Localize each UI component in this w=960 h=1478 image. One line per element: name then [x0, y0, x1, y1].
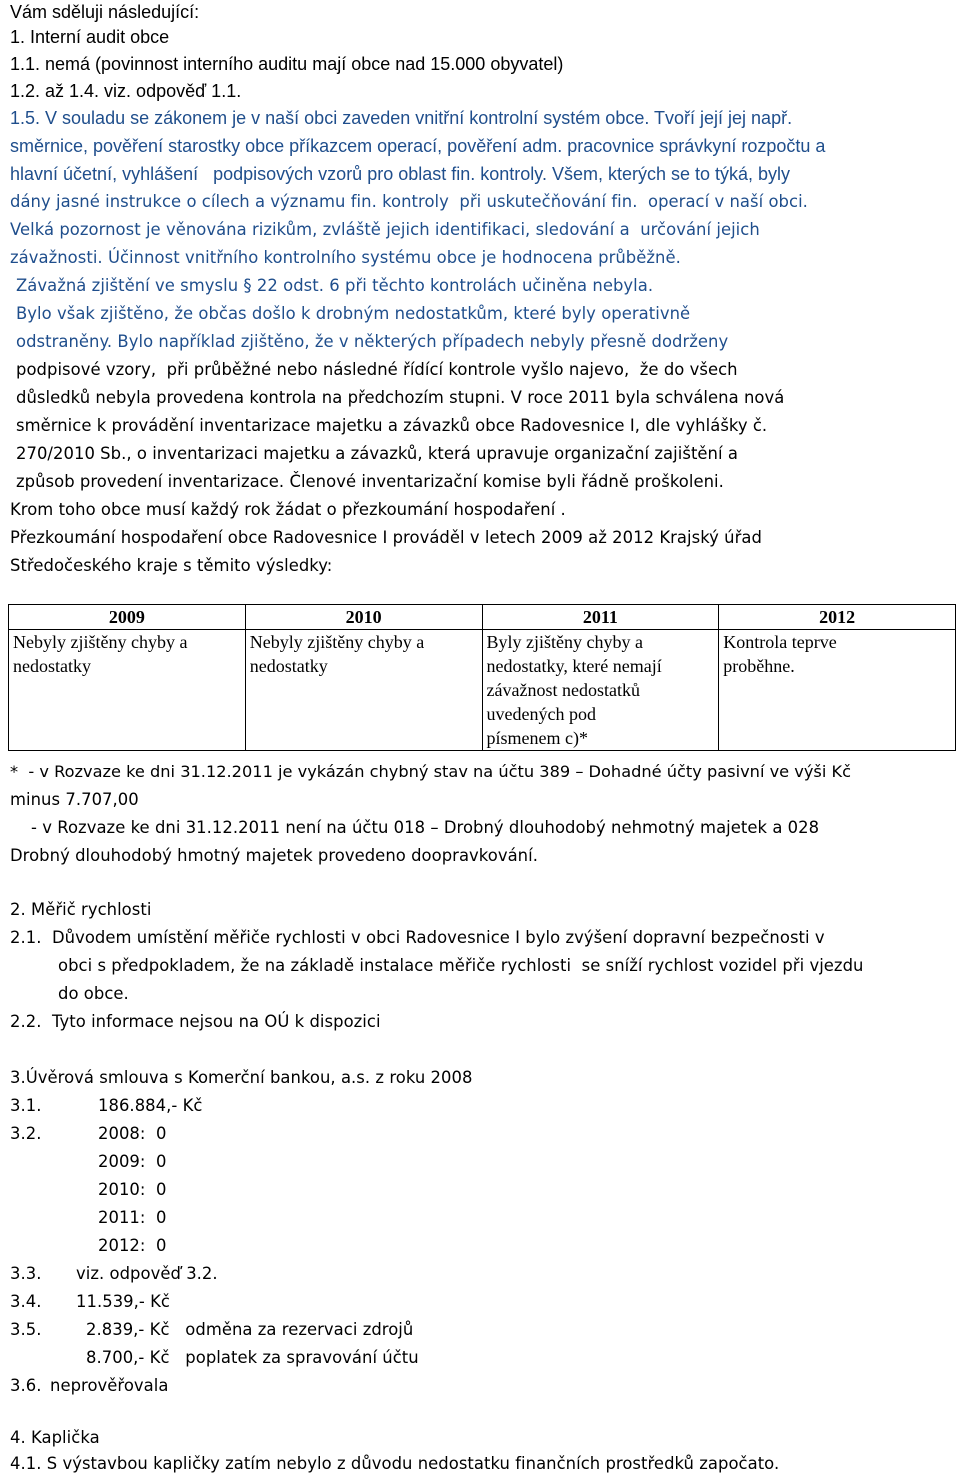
results-table-header: 2009: [9, 605, 246, 630]
section-1-5-line: důsledků nebyla provedena kontrola na předchozím stupni. V roce 2011 byla schválena nová: [16, 388, 785, 407]
section-1-5-line: směrnice, pověření starostky obce příkazcem operací, pověření adm. pracovnice správkyní rozpočtu a: [10, 136, 826, 156]
section-1-5-line: směrnice k provádění inventarizace majetku a závazků obce Radovesnice I, dle vyhlášky č.: [16, 416, 768, 435]
footnote-line: Drobný dlouhodobý hmotný majetek provedeno doopravkování.: [10, 846, 538, 865]
section-1-5-line: Velká pozornost je věnována rizikům, zvláště jejich identifikaci, sledování a určování jejich: [10, 220, 760, 239]
cell-text: nedostatky: [249, 656, 328, 676]
results-table-header: 2011: [482, 605, 719, 630]
cell-text: Byly zjištěny chyby a: [486, 632, 643, 652]
section-3-item-num: 3.5.: [10, 1320, 42, 1339]
section-3-item-text: 8.700,- Kč poplatek za spravování účtu: [86, 1348, 419, 1367]
section-3-item-text: 2.839,- Kč odměna za rezervaci zdrojů: [86, 1320, 414, 1339]
results-table-header: 2012: [719, 605, 956, 630]
results-table-cell-2010: [245, 630, 482, 751]
section-1-5-line: 270/2010 Sb., o inventarizaci majetku a závazků, která upravuje organizační zajištění a: [16, 444, 738, 463]
section-3-item-text: 186.884,- Kč: [98, 1096, 203, 1115]
section-3-item-text: 2008: 0: [98, 1124, 167, 1143]
section-3-item-text: viz. odpověď 3.2.: [76, 1264, 218, 1283]
section-3-heading: 3.Úvěrová smlouva s Komerční bankou, a.s. z roku 2008: [10, 1068, 473, 1087]
results-table-header: 2010: [245, 605, 482, 630]
section-1-5-line: odstraněny. Bylo například zjištěno, že v některých případech nebyly přesně dodrženy: [16, 332, 729, 351]
section-1-5-line: hlavní účetní, vyhlášení podpisových vzorů pro oblast fin. kontroly. Všem, kterých se to týká, byly: [10, 164, 791, 184]
results-table-header-row: [9, 605, 956, 630]
section-3-item-num: 3.3.: [10, 1264, 42, 1283]
footnote-line: - v Rozvaze ke dni 31.12.2011 není na účtu 018 – Drobný dlouhodobý nehmotný majetek a 028: [10, 818, 820, 837]
cell-text: Nebyly zjištěny chyby a: [249, 632, 425, 652]
results-table: [8, 604, 956, 751]
section-3-item-text: 11.539,- Kč: [76, 1292, 170, 1311]
section-1-5-line: podpisové vzory, při průběžné nebo následné řídící kontrole vyšlo najevo, že do všech: [16, 360, 738, 379]
cell-text: písmenem c)*: [486, 728, 588, 748]
section-1-5-line: závažnosti. Účinnost vnitřního kontrolního systému obce je hodnocena průběžně.: [10, 248, 681, 267]
cell-text: závažnost nedostatků: [486, 680, 640, 700]
results-table-row: [9, 630, 956, 751]
cell-text: nedostatky: [13, 656, 91, 676]
results-table-cell-2011: [482, 630, 719, 751]
cell-text: uvedených pod: [486, 704, 596, 724]
section-3-item-num: 3.1.: [10, 1096, 42, 1115]
cell-text: Kontrola teprve: [723, 632, 837, 652]
section-1-5-line: Bylo však zjištěno, že občas došlo k drobným nedostatkům, které byly operativně: [16, 304, 691, 323]
section-3-item-num: 3.6.: [10, 1376, 42, 1395]
footnote-line: * - v Rozvaze ke dni 31.12.2011 je vykázán chybný stav na účtu 389 – Dohadné účty pasivní ve výši Kč: [10, 762, 852, 781]
section-3-item-num: 3.4.: [10, 1292, 42, 1311]
section-2-line: 2.1. Důvodem umístění měřiče rychlosti v obci Radovesnice I bylo zvýšení dopravní bezpečnosti v: [10, 928, 825, 947]
cell-text: proběhne.: [723, 656, 795, 676]
section-3-item-text: 2012: 0: [98, 1236, 167, 1255]
results-table-cell-2009: [9, 630, 246, 751]
intro-line: 1.2. až 1.4. viz. odpověď 1.1.: [10, 81, 242, 101]
section-2-heading: 2. Měřič rychlosti: [10, 900, 152, 919]
section-4-heading: 4. Kaplička: [10, 1428, 100, 1447]
intro-line: 1.1. nemá (povinnost interního auditu mají obce nad 15.000 obyvatel): [10, 54, 564, 74]
section-1-5-line: dány jasné instrukce o cílech a významu fin. kontroly při uskutečňování fin. operací v naší obci.: [10, 192, 808, 211]
intro-line: 1. Interní audit obce: [10, 27, 170, 47]
section-4-line: 4.1. S výstavbou kapličky zatím nebylo z důvodu nedostatku finančních prostředků započato.: [10, 1454, 780, 1473]
results-table-cell-2012: [719, 630, 956, 751]
section-1-5-line: způsob provedení inventarizace. Členové inventarizační komise byli řádně proškoleni.: [16, 472, 724, 491]
cell-text: Nebyly zjištěny chyby a: [13, 632, 188, 652]
section-1-5-line: Závažná zjištění ve smyslu § 22 odst. 6 při těchto kontrolách učiněna nebyla.: [16, 276, 654, 295]
section-1-5-line: Krom toho obce musí každý rok žádat o přezkoumání hospodaření .: [10, 500, 566, 519]
section-2-line: obci s předpokladem, že na základě instalace měřiče rychlosti se sníží rychlost vozidel při vjezdu: [58, 956, 864, 975]
section-1-5-line: Přezkoumání hospodaření obce Radovesnice I prováděl v letech 2009 až 2012 Krajský úřad: [10, 528, 762, 547]
cell-text: nedostatky, které nemají: [486, 656, 662, 676]
footnote-line: minus 7.707,00: [10, 790, 139, 809]
section-2-line: do obce.: [58, 984, 129, 1003]
section-3-item-text: neprověřovala: [50, 1376, 169, 1395]
section-2-line: 2.2. Tyto informace nejsou na OÚ k dispozici: [10, 1012, 381, 1031]
section-1-5-line: Středočeského kraje s těmito výsledky:: [10, 556, 333, 575]
intro-line: Vám sděluji následující:: [10, 2, 200, 22]
section-3-item-text: 2009: 0: [98, 1152, 167, 1171]
section-3-item-text: 2010: 0: [98, 1180, 167, 1199]
section-3-item-num: 3.2.: [10, 1124, 42, 1143]
section-1-5-line: 1.5. V souladu se zákonem je v naší obci zaveden vnitřní kontrolní systém obce. Tvoří její jej např.: [10, 108, 793, 128]
section-3-item-text: 2011: 0: [98, 1208, 167, 1227]
